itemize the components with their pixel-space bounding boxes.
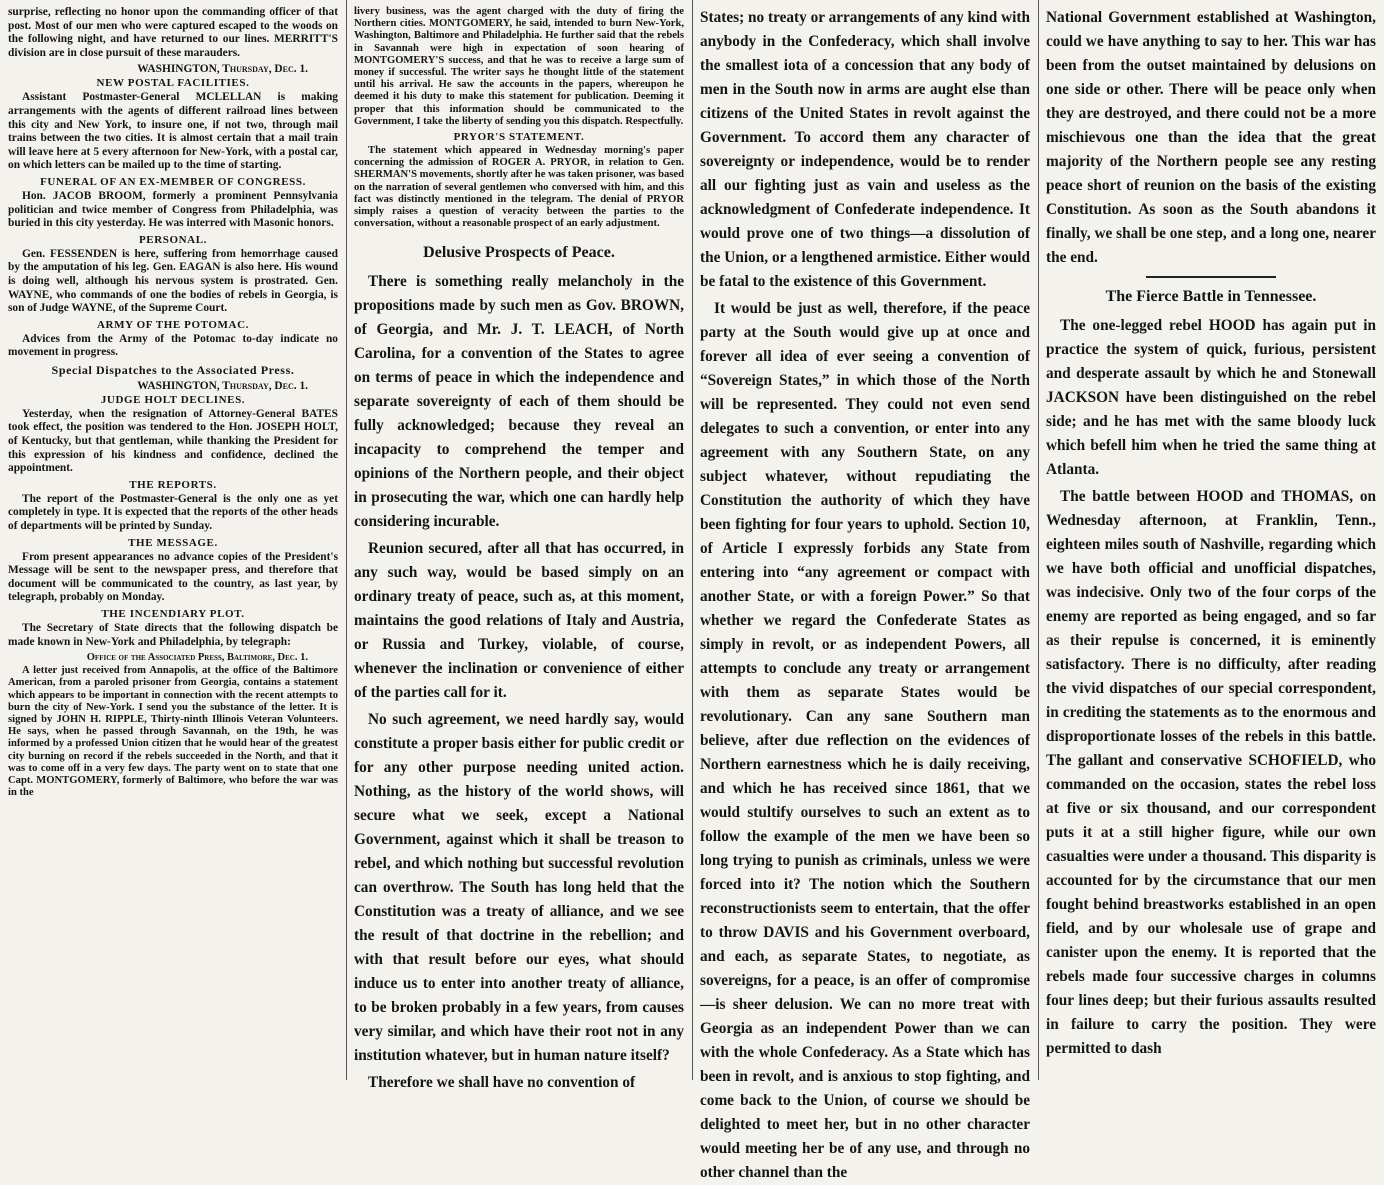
special-dispatches-heading: Special Dispatches to the Associated Press. [51,362,295,377]
column-1 [0,0,346,1080]
office-line: Office of the Associated Press, Baltimore, Dec. 1. [86,652,308,664]
section-heading: THE MESSAGE. [128,536,218,549]
paragraph: A letter just received from Annapolis, at the office of the Baltimore American, from a paroled prisoner from Georgia, contains a statement which appears to be important in connection with the recent attempts to burn the city of New-York. I send you the substance of the letter. It is signed by JOHN H. RIPPLE, Thirty-ninth Illinois Veteran Volunteers. He says, when he passed through Savannah, on the 19th, he was informed by a professed Union citizen that he would hear of the greatest city burning on record if the rebels succeeded in the North, and that it was to come off in a very few days. The party went on to state that one Capt. MONTGOMERY, formerly of Baltimore, who before the war was in the [8,665,338,799]
separator-rule [1146,276,1276,278]
paragraph: The report of the Postmaster-General is the only one as yet completely in type. It is expected that the reports of the other heads of departments will be printed by Sunday. [8,492,338,533]
dateline: WASHINGTON, Thursday, Dec. 1. [137,379,308,392]
dateline: WASHINGTON, Thursday, Dec. 1. [137,63,308,76]
column-2 [346,0,692,1092]
paragraph: Assistant Postmaster-General MCLELLAN is making arrangements with the agents of different railroad lines between this city and New York, to insure one, if not two, through mail trains between the two cities. It is almost certain that a mail train will leave here at 5 every afternoon for New-York, with a postal car, on which letters can be mailed up to the time of starting. [8,91,338,172]
section-heading: NEW POSTAL FACILITIES. [96,77,250,90]
paragraph: livery business, was the agent charged with the duty of firing the Northern cities. MONTGOMERY, he said, intended to burn New-York, Washington, Baltimore and Philadelphia. He further said that the rebels in Savannah were high in expectation of soon hearing of MONTGOMERY'S success, and that he was to receive a large sum of money if successful. The writer says he thought little of the statement until his arrival. He saw the accounts in the papers, whereupon he deemed it his duty to make this statement for publication. Deeming it proper that this information should be communicated to the Government, I take the liberty of sending you this dispatch. Respectfully. [354,6,684,127]
column-4 [1038,0,1384,1080]
section-heading: THE INCENDIARY PLOT. [101,608,245,620]
section-heading: PERSONAL. [138,233,208,246]
paragraph: The Secretary of State directs that the following dispatch be made known in New-York and Philadelphia, by telegraph: [8,622,338,648]
article-title: The Fierce Battle in Tennessee. [1105,288,1317,305]
paragraph: No such agreement, we need hardly say, would constitute a proper basis either for public credit or for any other purpose needing united action. Nothing, as the history of the world shows, will secure what we seek, except a National Government, against which it shall be treason to rebel, and which nothing but successful revolution can overthrow. The South has long held that the Constitution was a treaty of alliance, and we see the result of that doctrine in the rebellion; and with that result before our eyes, what should induce us to enter into another treaty of alliance, to be broken probably in a few years, from causes very similar, and which have their root not in any institution whatever, but in human nature itself? [354,711,684,1065]
paragraph: Advices from the Army of the Potomac to-day indicate no movement in progress. [8,332,338,359]
paragraph: The battle between HOOD and THOMAS, on Wednesday afternoon, at Franklin, Tenn., eighteen miles south of Nashville, regarding which we have both official and unofficial dispatches, was indecisive. Only two of the four corps of the enemy are reported as being engaged, and so far as their repulse is concerned, it is eminently satisfactory. There is no difficulty, after reading the vivid dispatches of our special correspondent, in crediting the statements as to the enormous and disproportionate losses of the rebels in this battle. The gallant and conservative SCHOFIELD, who commanded on the occasion, states the rebel loss at five or six thousand, and our correspondent puts it at a still higher figure, while our own casualties were under a thousand. This disparity is accounted for by the circumstance that our men fought behind breastworks established in an open field, and by our wholesale use of grape and canister upon the enemy. It is reported that the rebels made four successive charges in columns four lines deep; but their furious assaults resulted in failure to carry the position. They were permitted to dash [1046,488,1376,1057]
paragraph: The statement which appeared in Wednesday morning's paper concerning the admission of ROGER A. PRYOR, in relation to Gen. SHERMAN'S movements, shortly after he was taken prisoner, was based on the narration of several gentlemen who conversed with him, and this fact was distinctly mentioned in the telegram. The denial of PRYOR simply raises a question of veracity between the parties to the conversation, without a reasonable prospect of an early adjustment. [354,145,684,230]
paragraph: Therefore we shall have no convention of [368,1074,636,1092]
paragraph: It would be just as well, therefore, if the peace party at the South would give up at once and forever all idea of ever seeing a convention of “Sovereign States,” in which those of the North will be represented. They could not even send delegates to such a convention, or enter into any agreement with any Southern State, on any subject whatever, without repudiating the Constitution the authority of which they have been fighting for four years to uphold. Section 10, of Article I expressly forbids any State from entering into “any agreement or compact with another State, or with a foreign Power.” So that whether we regard the Confederate States as simply in revolt, or as independent Powers, all attempts to conclude any treaty or arrangement with them as separate States would be revolutionary. Can any sane Southern man believe, after due reflection on the evidences of Northern earnestness which he is daily receiving, and which he has received since 1861, that we would stultify ourselves to such an extent as to follow the example of the men we have been so long trying to punish as criminals, unless we were forced into it? The notion which the Southern reconstructionists seem to entertain, that the offer to throw DAVIS and his Government overboard, and each, as separate States, to negotiate, as sovereigns, for a peace, is an offer of compromise—is sheer delusion. We can no more treat with Georgia as an independent Power than we can with the whole Confederacy. As a State which has been in revolt, and is anxious to stop fighting, and come back to the Union, of course we should be delighted to meet her, but in no other character would meeting her be of any use, and through no other channel than the [700,300,1030,1181]
paragraph: The one-legged rebel HOOD has again put in practice the system of quick, furious, persistent and desperate assault by which he and Stonewall JACKSON have been distinguished on the rebel side; and he has met with the same bloody luck which befell him when he tried the same thing at Atlanta. [1046,317,1376,478]
paragraph: From present appearances no advance copies of the President's Message will be sent to the newspaper press, and therefore that document will be communicated to the country, as last year, by telegraph, probably on Monday. [8,550,338,604]
section-heading: FUNERAL OF AN EX-MEMBER OF CONGRESS. [40,175,306,188]
section-heading: ARMY OF THE POTOMAC. [97,318,249,331]
paragraph: There is something really melancholy in the propositions made by such men as Gov. BROWN, of Georgia, and Mr. J. T. LEACH, of North Carolina, for a convention of the States to agree on terms of peace in which the independence and separate sovereignty of each of them should be fully acknowledged; because they reveal an incapacity to comprehend the temper and opinions of the Northern people, and their object in prosecuting the war, which one can hardly help considering incurable. [354,273,684,531]
article-title: Delusive Prospects of Peace. [423,244,615,262]
paragraph: Hon. JACOB BROOM, formerly a prominent Pennsylvania politician and twice member of Congress from Philadelphia, was buried in this city yesterday. He was interred with Masonic honors. [8,189,338,230]
paragraph: Gen. FESSENDEN is here, suffering from hemorrhage caused by the amputation of his leg. Gen. EAGAN is also here. His wound is doing well, although his nervous system is prostrated. Gen. WAYNE, who commands of one the bodies of rebels in Georgia, is son of Judge WAYNE, of the Supreme Court. [8,247,338,315]
section-heading: THE REPORTS. [129,478,217,491]
section-heading: PRYOR'S STATEMENT. [453,131,585,144]
paragraph: surprise, reflecting no honor upon the commanding officer of that post. Most of our men who were captured escaped to the woods on the following night, and have returned to our lines. MERRITT'S division are in close pursuit of these marauders. [8,6,338,59]
paragraph: States; no treaty or arrangements of any kind with anybody in the Confederacy, which shall involve the smallest iota of a concession that any body of men in the South now in arms are aught else than citizens of the United States in revolt against the Government. To accord them any character of sovereignty or independence, would be to render all our fighting just as vain and useless as the acknowledgment of Confederate independence. It would prove one of two things—a dissolution of the Union, or a lengthened armistice. Either would be fatal to the existence of this Government. [700,9,1031,290]
paragraph: National Government established at Washington, could we have anything to say to her. This war has been from the outset maintained by delusions on one side or other. There will be peace only when they are destroyed, and there could not be a more mischievous one than the idea that the great majority of the Northern people see any resting peace short of reunion on the basis of the existing Constitution. As soon as the South abandons it finally, we shall be one step, and a long one, nearer the end. [1046,9,1376,266]
section-heading: JUDGE HOLT DECLINES. [100,393,246,406]
paragraph: Reunion secured, after all that has occurred, in any such way, would be based simply on an ordinary treaty of peace, such as, at this moment, maintains the good relations of Italy and Austria, or Russia and Turkey, violable, of course, whenever the inclination or convenience of either of the parties call for it. [354,540,684,702]
column-3 [692,0,1038,1181]
paragraph: Yesterday, when the resignation of Attorney-General BATES took effect, the position was tendered to the Hon. JOSEPH HOLT, of Kentucky, but that gentleman, while thanking the President for this expression of his kindness and confidence, declined the appointment. [8,407,338,475]
